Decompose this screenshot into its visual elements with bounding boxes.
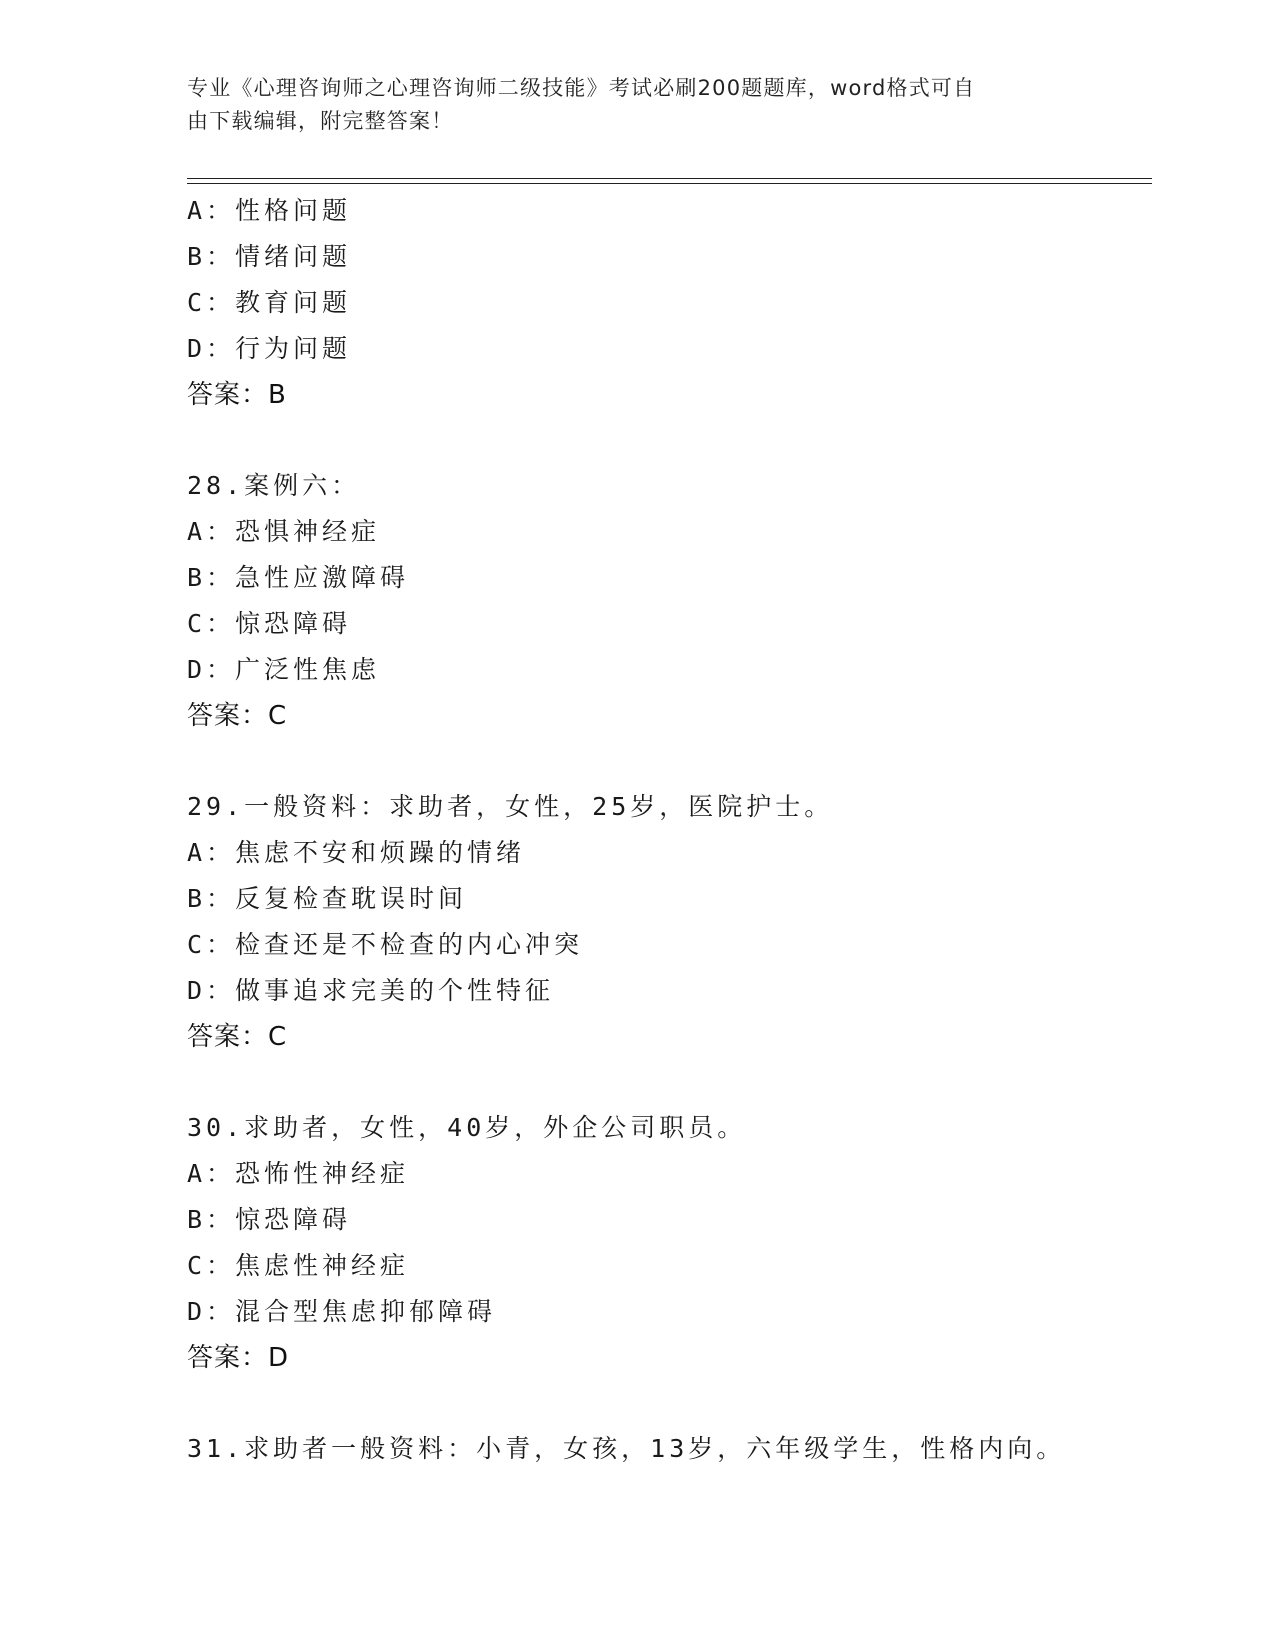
- block-spacer: [187, 739, 1147, 784]
- question-text: 29.一般资料：求助者，女性，25岁，医院护士。: [187, 792, 834, 821]
- option-d: D：做事追求完美的个性特征: [187, 976, 555, 1005]
- option-b: B：情绪问题: [187, 242, 352, 271]
- block-spacer: [187, 1381, 1147, 1426]
- question-text: 28.案例六：: [187, 471, 361, 500]
- question-list: [187, 188, 1147, 1472]
- option-a: A：恐惧神经症: [187, 517, 381, 546]
- option-d: D：混合型焦虑抑郁障碍: [187, 1297, 497, 1326]
- option-b: B：反复检查耽误时间: [187, 884, 468, 913]
- header-divider-top: [187, 178, 1152, 179]
- question-block: [187, 463, 1147, 739]
- option-d: D：广泛性焦虑: [187, 655, 381, 684]
- answer-label: 答案：B: [187, 380, 287, 410]
- question-text: 30.求助者，女性，40岁，外企公司职员。: [187, 1113, 747, 1142]
- option-c: C：焦虑性神经症: [187, 1251, 410, 1280]
- option-a: A：焦虑不安和烦躁的情绪: [187, 838, 526, 867]
- question-block: [187, 1105, 1147, 1381]
- block-spacer: [187, 418, 1147, 463]
- document-header: [187, 72, 1067, 138]
- header-line-2: 由下载编辑，附完整答案！: [187, 109, 454, 133]
- option-a: A：恐怖性神经症: [187, 1159, 410, 1188]
- header-divider-bottom: [187, 183, 1152, 184]
- header-line-1: 专业《心理咨询师之心理咨询师二级技能》考试必刷200题题库，word格式可自: [187, 76, 976, 100]
- option-c: C：教育问题: [187, 288, 352, 317]
- question-text: 31.求助者一般资料：小青，女孩，13岁，六年级学生，性格内向。: [187, 1434, 1066, 1463]
- question-block: [187, 784, 1147, 1060]
- option-b: B：急性应激障碍: [187, 563, 410, 592]
- question-block: [187, 1426, 1147, 1472]
- answer-label: 答案：C: [187, 1022, 288, 1052]
- block-spacer: [187, 1060, 1147, 1105]
- option-d: D：行为问题: [187, 334, 352, 363]
- question-block: [187, 188, 1147, 418]
- option-a: A：性格问题: [187, 196, 352, 225]
- option-c: C：检查还是不检查的内心冲突: [187, 930, 584, 959]
- answer-label: 答案：C: [187, 701, 288, 731]
- answer-label: 答案：D: [187, 1343, 290, 1373]
- option-b: B：惊恐障碍: [187, 1205, 352, 1234]
- option-c: C：惊恐障碍: [187, 609, 352, 638]
